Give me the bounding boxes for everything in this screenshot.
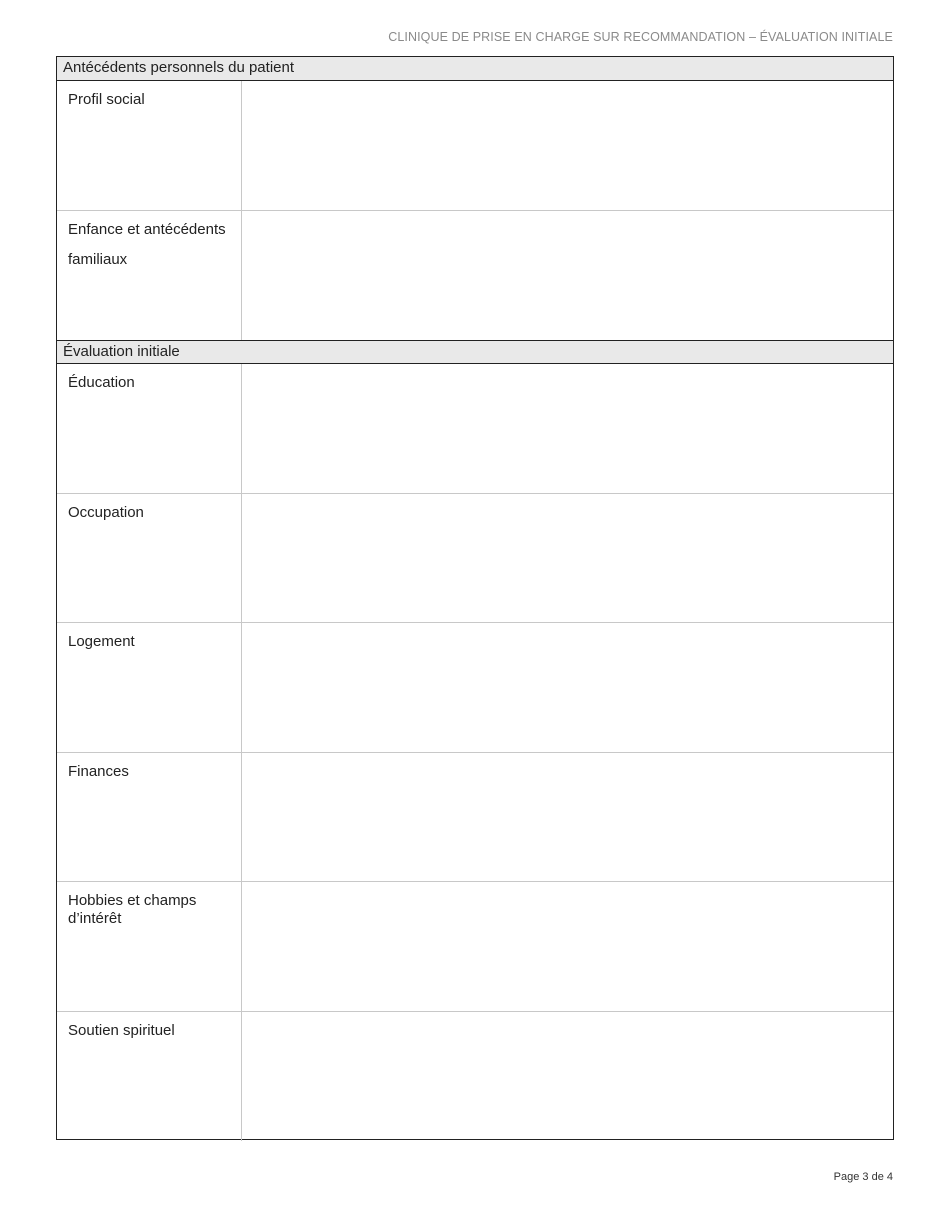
- row-label: Soutien spirituel: [57, 1012, 242, 1142]
- housing-field[interactable]: [242, 623, 893, 752]
- document-header-title: CLINIQUE DE PRISE EN CHARGE SUR RECOMMANDATION – ÉVALUATION INITIALE: [388, 30, 893, 44]
- hobbies-interests-field[interactable]: [242, 882, 893, 1011]
- occupation-field[interactable]: [242, 494, 893, 623]
- row-label: Enfance et antécédents familiaux: [57, 211, 242, 341]
- childhood-family-history-field[interactable]: [242, 211, 893, 341]
- row-label: Logement: [57, 623, 242, 752]
- row-label: Hobbies et champs d’intérêt: [57, 882, 242, 1011]
- form-row-hobbies-interests: [57, 882, 893, 1012]
- social-profile-field[interactable]: [242, 81, 893, 210]
- row-label: Profil social: [57, 81, 242, 210]
- form-row-occupation: [57, 494, 893, 624]
- spiritual-support-field[interactable]: [242, 1012, 893, 1142]
- education-field[interactable]: [242, 364, 893, 493]
- section-header-personal-history: Antécédents personnels du patient: [57, 57, 893, 81]
- form-row-spiritual-support: [57, 1012, 893, 1142]
- finances-field[interactable]: [242, 753, 893, 882]
- form-row-housing: [57, 623, 893, 753]
- row-label: Éducation: [57, 364, 242, 493]
- page-number: Page 3 de 4: [833, 1171, 893, 1183]
- row-label: Finances: [57, 753, 242, 882]
- form-row-education: [57, 364, 893, 494]
- form-row-childhood-family-history: [57, 211, 893, 341]
- assessment-form: [56, 56, 894, 1140]
- section-header-initial-assessment: Évaluation initiale: [57, 340, 893, 364]
- row-label: Occupation: [57, 494, 242, 623]
- form-row-social-profile: [57, 81, 893, 211]
- form-row-finances: [57, 753, 893, 883]
